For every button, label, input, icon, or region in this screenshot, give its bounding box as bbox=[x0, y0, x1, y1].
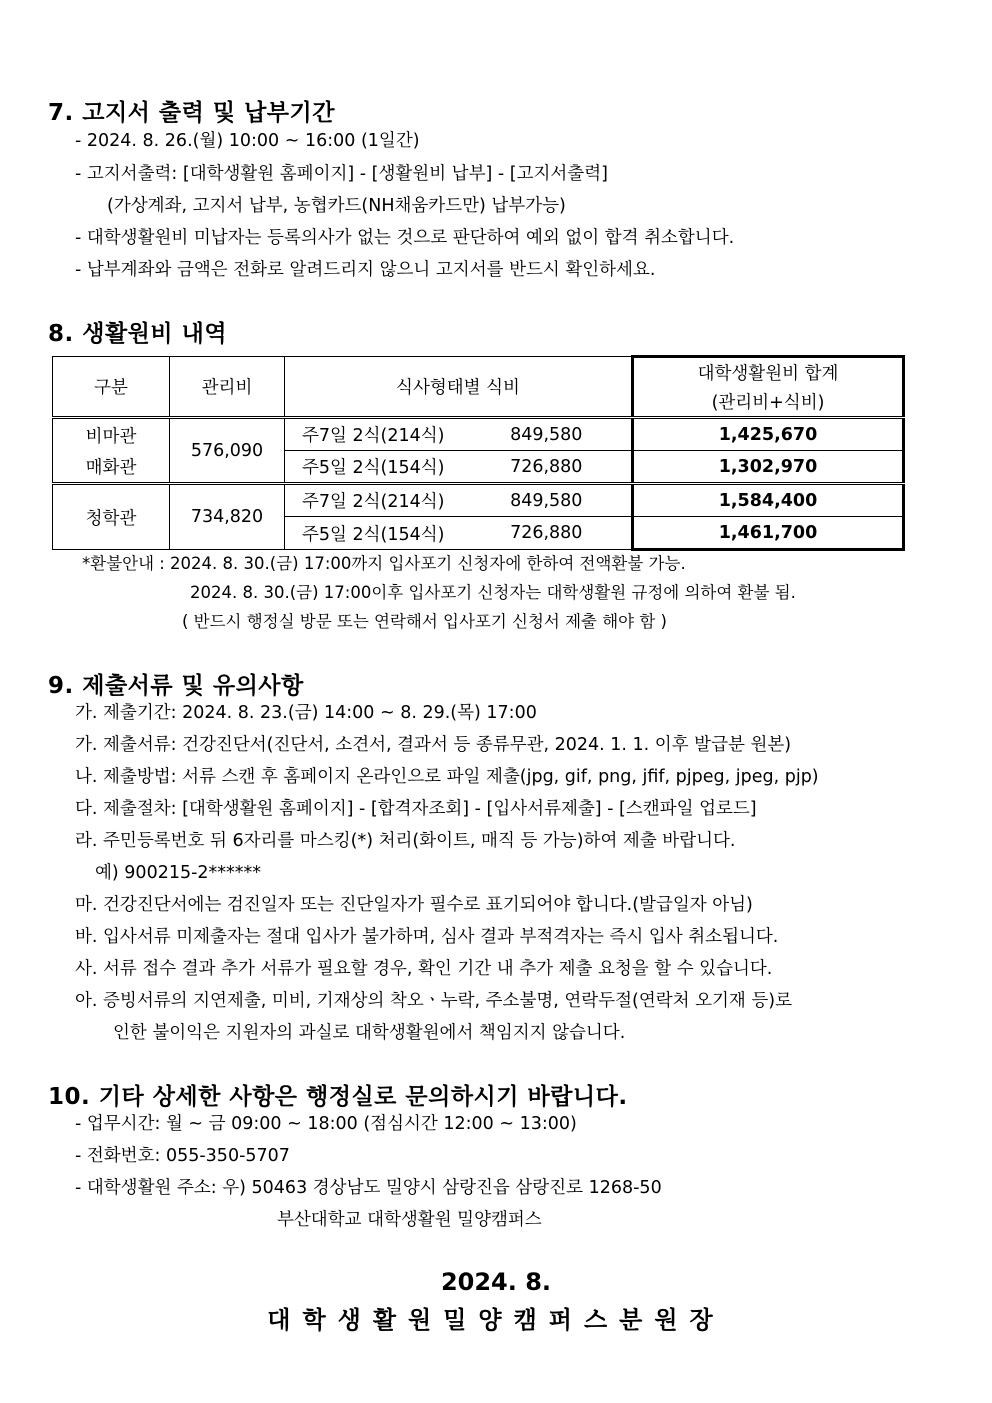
s9-line-4: 다. 제출절차: [대학생활원 홈페이지] - [합격자조회] - [입사서류제출] - [스캔파일 업로드] bbox=[75, 799, 757, 819]
refund-note-1: *환불안내 : 2024. 8. 30.(금) 17:00까지 입사포기 신청자에 한하여 전액환불 가능. bbox=[82, 554, 686, 573]
group-name: 청학관 bbox=[53, 484, 170, 550]
header-meal-fee: 식사형태별 식비 bbox=[285, 357, 633, 418]
table-row bbox=[53, 418, 904, 451]
s9-line-1: 가. 제출기간: 2024. 8. 23.(금) 14:00 ~ 8. 29.(목) 17:00 bbox=[75, 703, 537, 723]
s9-line-11: 인한 불이익은 지원자의 과실로 대학생활원에서 책임지지 않습니다. bbox=[113, 1023, 626, 1043]
s9-line-6: 예) 900215-2****** bbox=[95, 863, 262, 883]
group-name bbox=[53, 418, 170, 484]
section-7-title: 7. 고지서 출력 및 납부기간 bbox=[48, 100, 335, 126]
s10-line-1: - 업무시간: 월 ~ 금 09:00 ~ 18:00 (점심시간 12:00 ~ 13:00) bbox=[75, 1114, 577, 1134]
s7-line-1: - 2024. 8. 26.(월) 10:00 ~ 16:00 (1일간) bbox=[75, 131, 420, 151]
s9-line-8: 바. 입사서류 미제출자는 절대 입사가 불가하며, 심사 결과 부적격자는 즉시 입사 취소됩니다. bbox=[75, 927, 779, 947]
management-fee: 734,820 bbox=[170, 484, 285, 550]
total-fee: 1,302,970 bbox=[633, 451, 904, 484]
s7-line-5: - 납부계좌와 금액은 전화로 알려드리지 않으니 고지서를 반드시 확인하세요. bbox=[75, 260, 656, 280]
meal-plan: 주5일 2식(154식) bbox=[285, 451, 462, 484]
s9-line-7: 마. 건강진단서에는 검진일자 또는 진단일자가 필수로 표기되어야 합니다.(발급일자 아님) bbox=[75, 895, 753, 915]
total-fee: 1,425,670 bbox=[633, 418, 904, 451]
s10-line-3: - 대학생활원 주소: 우) 50463 경상남도 밀양시 삼랑진읍 삼랑진로 1268-50 bbox=[75, 1178, 662, 1198]
header-category: 구분 bbox=[53, 357, 170, 418]
group-name-line1: 비마관 bbox=[85, 426, 137, 447]
refund-note-2: 2024. 8. 30.(금) 17:00이후 입사포기 신청자는 대학생활원 규정에 의하여 환불 됨. bbox=[190, 583, 796, 602]
table-row bbox=[53, 484, 904, 517]
s9-line-2: 가. 제출서류: 건강진단서(진단서, 소견서, 결과서 등 종류무관, 2024. 1. 1. 이후 발급분 원본) bbox=[75, 735, 792, 755]
meal-plan: 주5일 2식(154식) bbox=[285, 517, 462, 550]
signature-date: 2024. 8. bbox=[440, 1268, 552, 1296]
total-fee: 1,461,700 bbox=[633, 517, 904, 550]
s7-line-3: (가상계좌, 고지서 납부, 농협카드(NH채움카드만) 납부가능) bbox=[107, 196, 566, 216]
header-total-line1: 대학생활원비 합계 bbox=[697, 364, 839, 384]
s9-line-9: 사. 서류 접수 결과 추가 서류가 필요할 경우, 확인 기간 내 추가 제출 요청을 할 수 있습니다. bbox=[75, 959, 773, 979]
meal-price: 849,580 bbox=[462, 418, 633, 451]
section-8-title: 8. 생활원비 내역 bbox=[48, 321, 228, 347]
header-management-fee: 관리비 bbox=[170, 357, 285, 418]
meal-plan: 주7일 2식(214식) bbox=[285, 418, 462, 451]
signature-issuer: 대학생활원밀양캠퍼스분원장 bbox=[267, 1306, 725, 1334]
s7-line-4: - 대학생활원비 미납자는 등록의사가 없는 것으로 판단하여 예외 없이 합격 취소합니다. bbox=[75, 228, 735, 248]
section-9-title: 9. 제출서류 및 유의사항 bbox=[48, 673, 304, 699]
fee-table bbox=[52, 355, 905, 551]
s9-line-5: 라. 주민등록번호 뒤 6자리를 마스킹(*) 처리(화이트, 매직 등 가능)하여 제출 바랍니다. bbox=[75, 831, 736, 851]
header-total bbox=[633, 357, 904, 418]
meal-price: 726,880 bbox=[462, 451, 633, 484]
total-fee: 1,584,400 bbox=[633, 484, 904, 517]
management-fee: 576,090 bbox=[170, 418, 285, 484]
meal-plan: 주7일 2식(214식) bbox=[285, 484, 462, 517]
s9-line-3: 나. 제출방법: 서류 스캔 후 홈페이지 온라인으로 파일 제출(jpg, gif, png, jfif, pjpeg, jpeg, pjp) bbox=[75, 767, 819, 787]
s10-line-4: 부산대학교 대학생활원 밀양캠퍼스 bbox=[277, 1210, 542, 1230]
refund-note-3: ( 반드시 행정실 방문 또는 연락해서 입사포기 신청서 제출 해야 함 ) bbox=[182, 612, 667, 631]
section-10-title: 10. 기타 상세한 사항은 행정실로 문의하시기 바랍니다. bbox=[48, 1084, 628, 1110]
s7-line-2: - 고지서출력: [대학생활원 홈페이지] - [생활원비 납부] - [고지서출력] bbox=[75, 164, 608, 184]
s9-line-10: 아. 증빙서류의 지연제출, 미비, 기재상의 착오ㆍ누락, 주소불명, 연락두절(연락처 오기재 등)로 bbox=[75, 991, 793, 1011]
s10-line-2: - 전화번호: 055-350-5707 bbox=[75, 1146, 290, 1166]
table-header-row bbox=[53, 357, 904, 418]
group-name-line2: 매화관 bbox=[85, 457, 137, 478]
header-total-line2: (관리비+식비) bbox=[711, 393, 825, 413]
meal-price: 849,580 bbox=[462, 484, 633, 517]
meal-price: 726,880 bbox=[462, 517, 633, 550]
